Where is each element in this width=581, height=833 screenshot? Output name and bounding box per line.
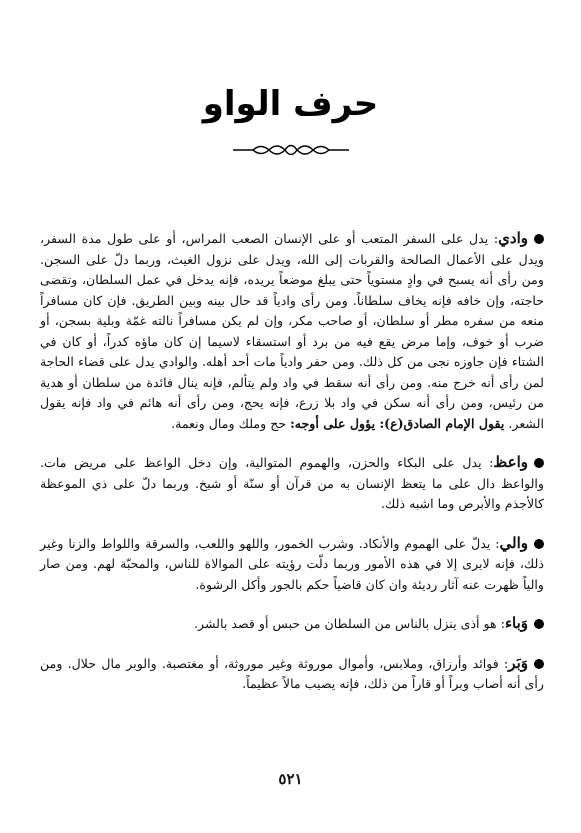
- entry-text: : يدلّ على الهموم والأنكاد. وشرب الخمور، واللهو واللعب، والسرقة واللواط والزنا وغير ذلك، فإنه لايرى إلا في هذه الأمور وربما دلّت رؤيته على الموالاة للناس، والمحبّة لهم. ومن صار والياً ظهرت عنه آثار رديئة وان كان قاضياً حكم بالجور وأكل الرشوة.: [40, 535, 544, 592]
- chapter-title: حرف الواو: [202, 84, 379, 124]
- bullet-icon: [534, 234, 544, 244]
- entry-quote: يقول الإمام الصادق(ع): يؤول على أوجه:: [290, 415, 505, 431]
- entry-wali: [40, 533, 544, 596]
- entry-term: وادي: [498, 229, 528, 247]
- bullet-icon: [534, 619, 544, 629]
- entry-text-end: حج وملك ومال ونعمة.: [171, 415, 291, 431]
- entry-term: وَبَر: [508, 653, 528, 672]
- entry-text: : يدل على البكاء والحزن، والهموم المتوالية، وإن دخل الواعظ على مريض مات. والواعظ دال على ما يتعظ الإنسان به من قرآن أو سنّة أو شيخ. وربما دلّ على ذي الموعظة كالأجذم والأبرص وما اشبه ذلك.: [40, 455, 544, 511]
- dictionary-entries: [40, 228, 544, 713]
- entry-wabar: [40, 653, 544, 695]
- entry-term: وَباء: [504, 614, 528, 632]
- bullet-icon: [534, 539, 544, 549]
- entry-term: والي: [499, 533, 528, 552]
- entry-text: : يدل على السفر المتعب أو على الإنسان الصعب المراس، أو على طول مدة السفر، ويدل على الأعمال الصالحة والقربات إلى الله، ويدل على نزول الغيث، وربما دلّ على السجن. ومن رأى أنه يسبح في وادٍ مستوياً حتى يبلغ موضعاً يريده، فإنه يدخل في عمل السلطان، وتقضى حاجته، وإن خافه فإنه يخاف سلطاناً. ومن رأى وادياً قد حال بينه وبين الطريق. فإن كان مسافراً منعه من سفره مطر أو سلطان، أو صاحب مكر، وإن لم يكن مسافراً نالته غمّة وبلية بسجن، أو ضرب أو خوف، وإما مرض يقع فيه من برد أو استسقاء لاسيما إن كان ماؤه كدراً، أو كان في الشتاء فإن جاوزه نجى من كل ذلك. ومن حفر وادياً مات أحد أهله. والوادي يدل على قضاء الحاجة لمن رأى أنه خرج منه. ومن رأى أنه سقط في واد ولم يتألم، فإنه ينال فائدة من سلطان أو هدية من رئيس، ومن رأى أنه سكن في واد بلا زرع، فإنه يحج، ومن رأى أنه هائم في واد فإنه يقول الشعر.: [40, 231, 544, 431]
- entry-wadi: [40, 228, 544, 434]
- entry-waba: [40, 613, 544, 635]
- entry-text: : هو أذى ينزل بالناس من السلطان من حبس أو قصد بالشر.: [194, 616, 505, 631]
- bullet-icon: [534, 659, 544, 669]
- entry-waez: [40, 452, 544, 515]
- page-number: ٥٢١: [278, 770, 303, 788]
- entry-term: واعظ: [493, 453, 528, 471]
- entry-text: : فوائد وأرزاق، وملابس، وأموال موروثة وغير موروثة، أو مغتصبة. والوبر مال حلال. ومن رأى أنه أصاب وبراً أو قاراً من ذلك، فإنه يصيب مالاً عظيماً.: [40, 655, 544, 691]
- bullet-icon: [534, 458, 544, 468]
- ornament-divider-icon: [233, 140, 349, 160]
